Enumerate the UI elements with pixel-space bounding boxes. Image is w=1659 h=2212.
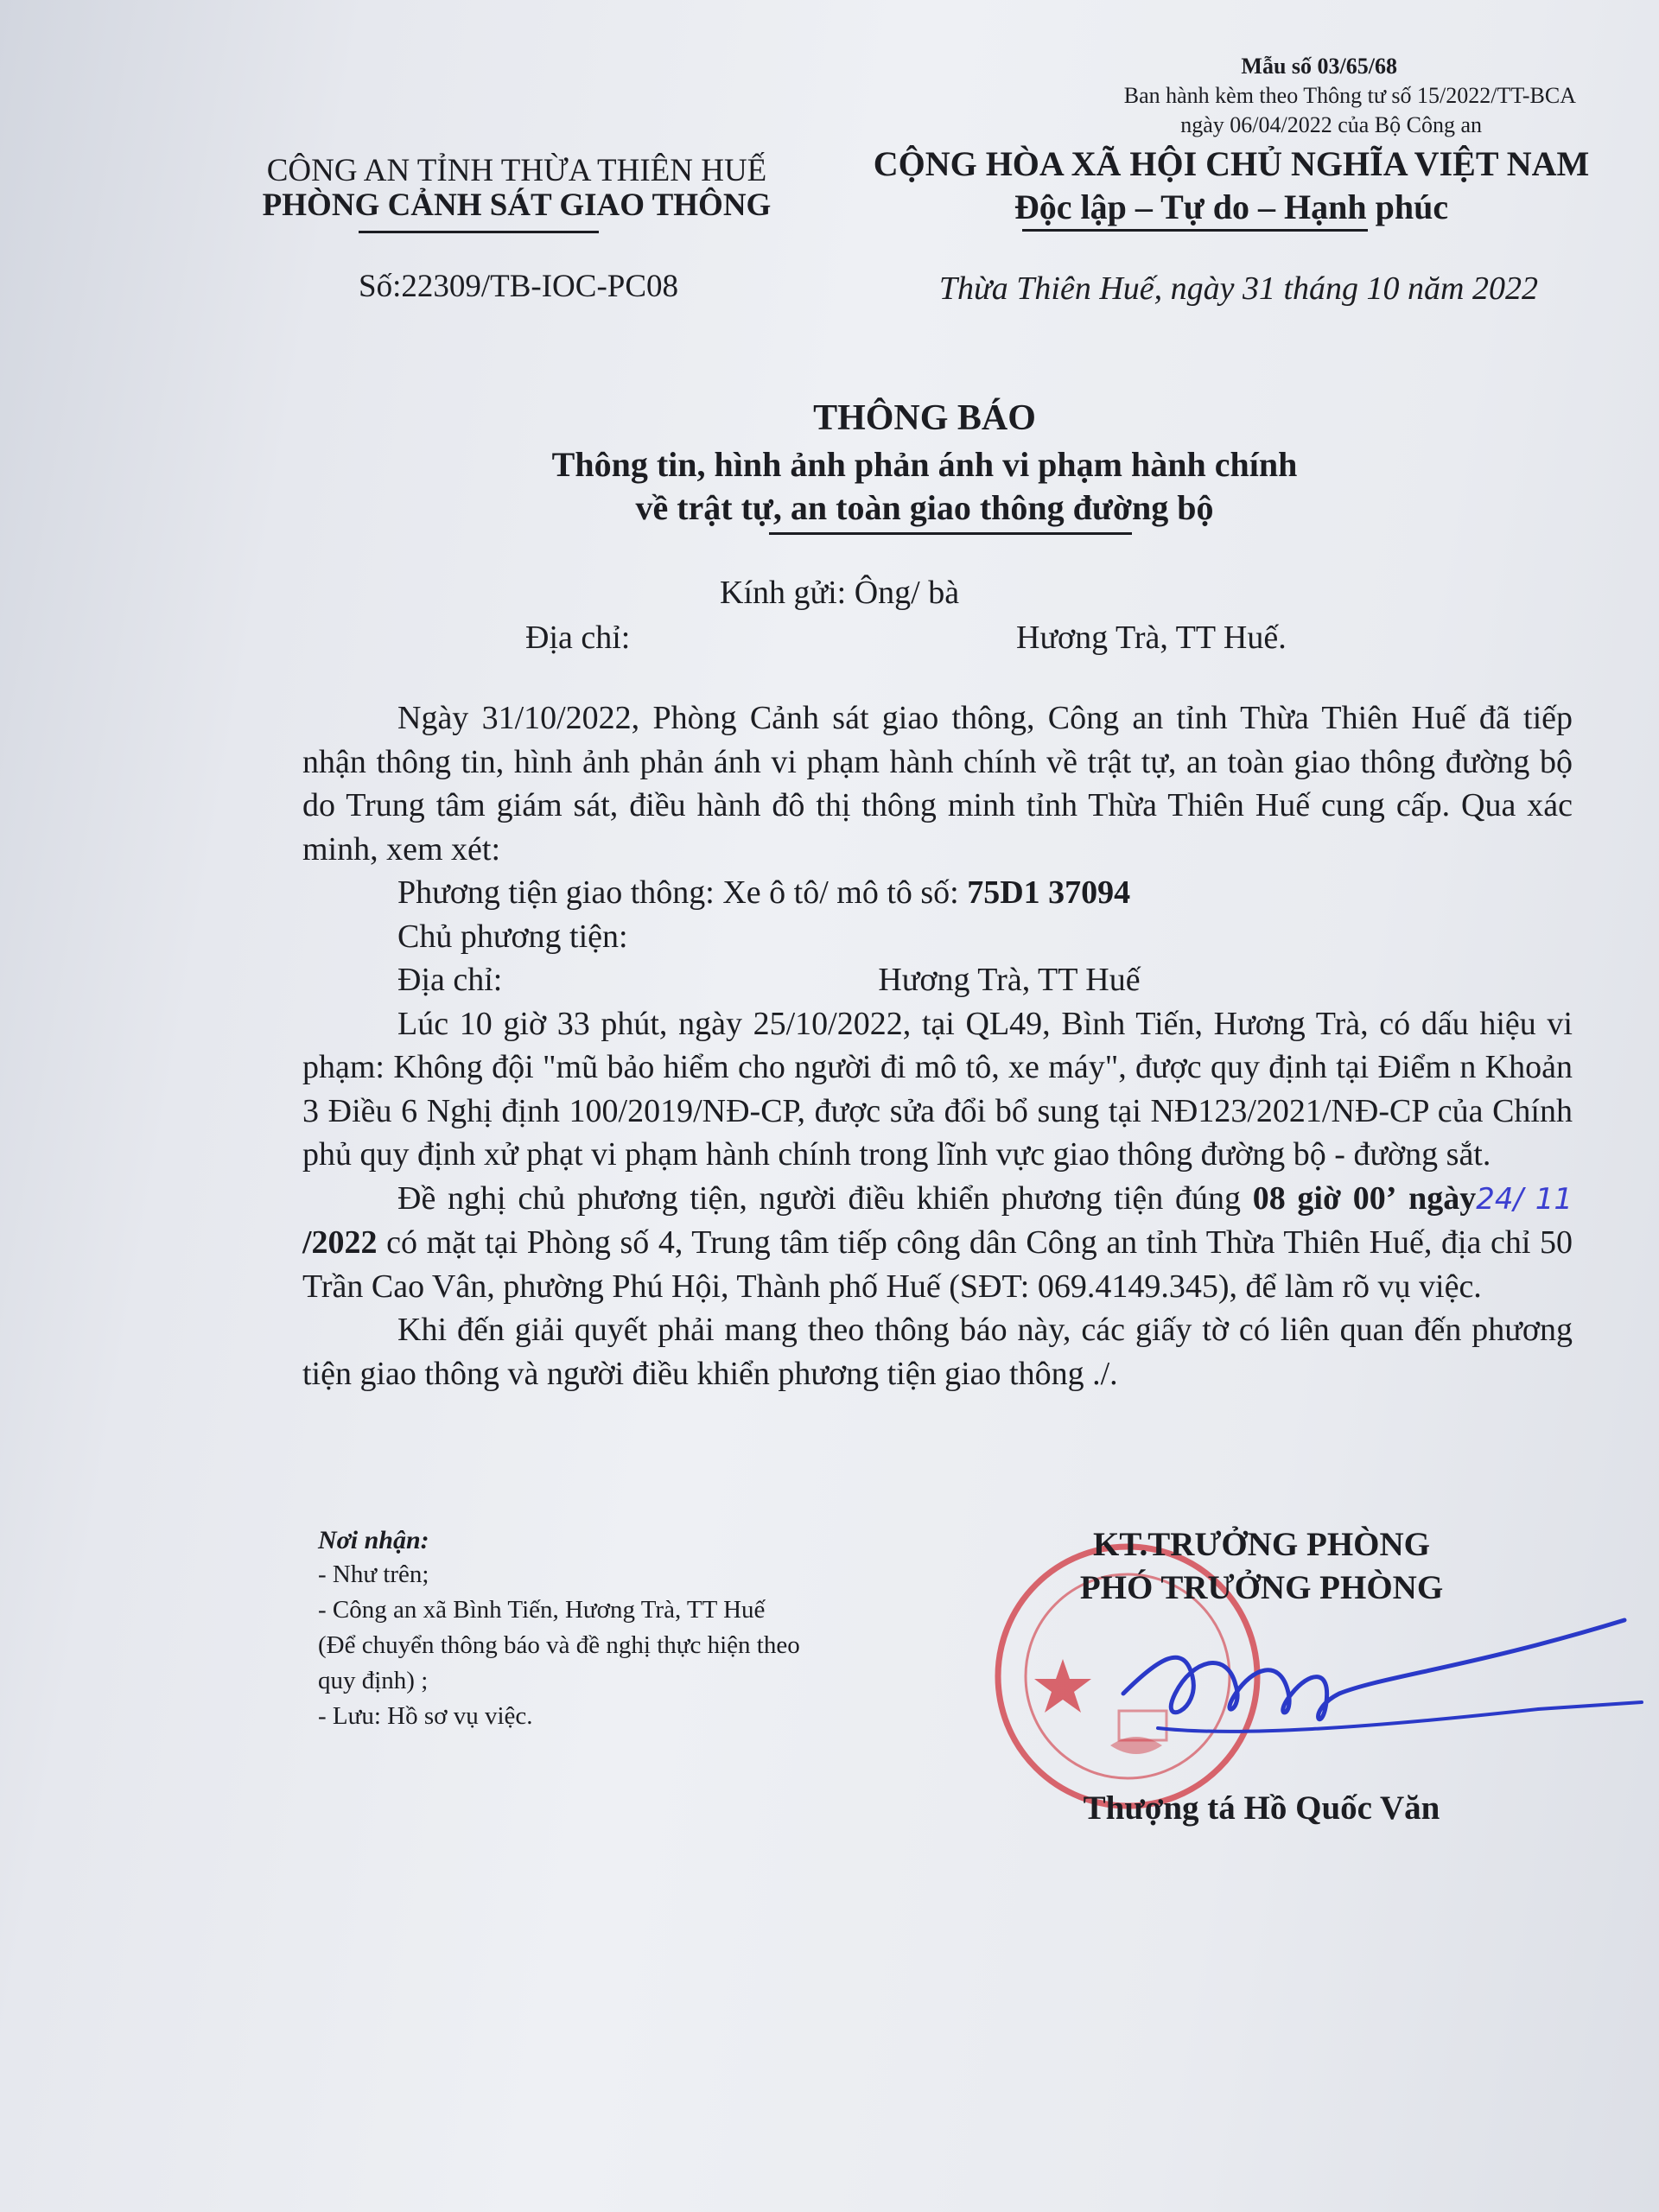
intro-paragraph: Ngày 31/10/2022, Phòng Cảnh sát giao thông, Công an tỉnh Thừa Thiên Huế đã tiếp nhận thông tin, hình ảnh phản ánh vi phạm hành chính về trật tự, an toàn giao thông đường bộ do Trung tâm giám sát, điều hành đô thị thông minh tỉnh Thừa Thiên Huế cung cấp. Qua xác minh, xem xét:: [302, 700, 1573, 868]
summons-paragraph: [302, 1177, 1573, 1309]
motto-underline: [1022, 229, 1368, 232]
signer-title-1: KT.TRƯỞNG PHÒNG: [1093, 1526, 1430, 1563]
vehicle-line: [302, 871, 1573, 915]
recipients-item: quy định) ;: [318, 1667, 429, 1694]
handwritten-signature: [1106, 1607, 1659, 1780]
national-title: CỘNG HÒA XÃ HỘI CHỦ NGHĨA VIỆT NAM: [873, 144, 1590, 183]
document-title: THÔNG BÁO: [813, 398, 1036, 438]
recipient-address-value: Hương Trà, TT Huế.: [1016, 620, 1287, 656]
vehicle-label: Phương tiện giao thông: Xe ô tô/ mô tô số:: [397, 874, 968, 911]
agency-name: PHÒNG CẢNH SÁT GIAO THÔNG: [262, 188, 772, 223]
recipients-item: (Để chuyển thông báo và đề nghị thực hiện theo: [318, 1631, 800, 1659]
summons-time: 08 giờ 00’: [1252, 1179, 1397, 1217]
owner-address-label: Địa chỉ:: [397, 962, 503, 998]
summons-date-separator: /: [1513, 1181, 1524, 1217]
summons-details: có mặt tại Phòng số 4, Trung tâm tiếp công dân Công an tỉnh Thừa Thiên Huế, địa chỉ 50 Trần Cao Vân, phường Phú Hội, Thành phố Huế (SĐT: 069.4149.345), để làm rõ vụ việc.: [302, 1224, 1573, 1305]
signer-name: Thượng tá Hồ Quốc Văn: [1083, 1789, 1440, 1827]
national-motto: Độc lập – Tự do – Hạnh phúc: [1014, 188, 1449, 226]
owner-line: [302, 915, 1573, 959]
summons-intro: Đề nghị chủ phương tiện, người điều khiển phương tiện đúng: [397, 1179, 1253, 1217]
owner-address-line: [302, 958, 1573, 1002]
place-and-date: Thừa Thiên Huế, ngày 31 tháng 10 năm 2022: [938, 270, 1538, 307]
owner-address-value: Hương Trà, TT Huế: [878, 962, 1141, 998]
summons-day-handwritten: 24: [1476, 1181, 1514, 1217]
title-underline: [769, 532, 1132, 535]
vehicle-plate: 75D1 37094: [967, 874, 1131, 911]
issued-by-line-2: ngày 06/04/2022 của Bộ Công an: [1180, 112, 1482, 137]
document-subtitle-2: về trật tự, an toàn giao thông đường bộ: [635, 488, 1214, 527]
document-subtitle-1: Thông tin, hình ảnh phản ánh vi phạm hành chính: [551, 445, 1298, 484]
issued-by-line-1: Ban hành kèm theo Thông tư số 15/2022/TT-BCA: [1123, 83, 1576, 108]
agency-parent: CÔNG AN TỈNH THỪA THIÊN HUẾ: [266, 153, 767, 188]
recipients-label: Nơi nhận:: [318, 1526, 429, 1554]
violation-paragraph: Lúc 10 giờ 33 phút, ngày 25/10/2022, tại QL49, Bình Tiến, Hương Trà, có dấu hiệu vi phạm: Không đội "mũ bảo hiểm cho người đi mô tô, xe máy", được quy định tại Điểm n Khoản 3 Điều 6 Nghị định 100/2019/NĐ-CP, được sửa đổi bổ sung tại NĐ123/2021/NĐ-CP của Chính phủ quy định xử phạt vi phạm hành chính trong lĩnh vực giao thông đường bộ - đường sắt.: [302, 1005, 1573, 1173]
recipients-item: - Lưu: Hồ sơ vụ việc.: [318, 1702, 533, 1730]
owner-label: Chủ phương tiện:: [397, 918, 628, 955]
recipients-item: - Như trên;: [318, 1560, 429, 1588]
signer-title-2: PHÓ TRƯỞNG PHÒNG: [1079, 1569, 1444, 1606]
closing-paragraph: Khi đến giải quyết phải mang theo thông báo này, các giấy tờ có liên quan đến phương tiện giao thông và người điều khiển phương tiện giao thông ./.: [302, 1312, 1573, 1392]
recipient-greeting: Kính gửi: Ông/ bà: [720, 575, 960, 611]
summons-day-word: ngày: [1408, 1179, 1477, 1217]
agency-underline: [359, 231, 599, 233]
summons-year: /2022: [302, 1224, 378, 1261]
form-number: Mẫu số 03/65/68: [1241, 54, 1397, 79]
recipients-item: - Công an xã Bình Tiến, Hương Trà, TT Huế: [318, 1596, 766, 1624]
summons-month-handwritten: 11: [1535, 1181, 1573, 1217]
document-number: Số:22309/TB-IOC-PC08: [359, 269, 679, 304]
recipient-address-label: Địa chỉ:: [525, 620, 631, 656]
notice-body: [302, 696, 1573, 1395]
